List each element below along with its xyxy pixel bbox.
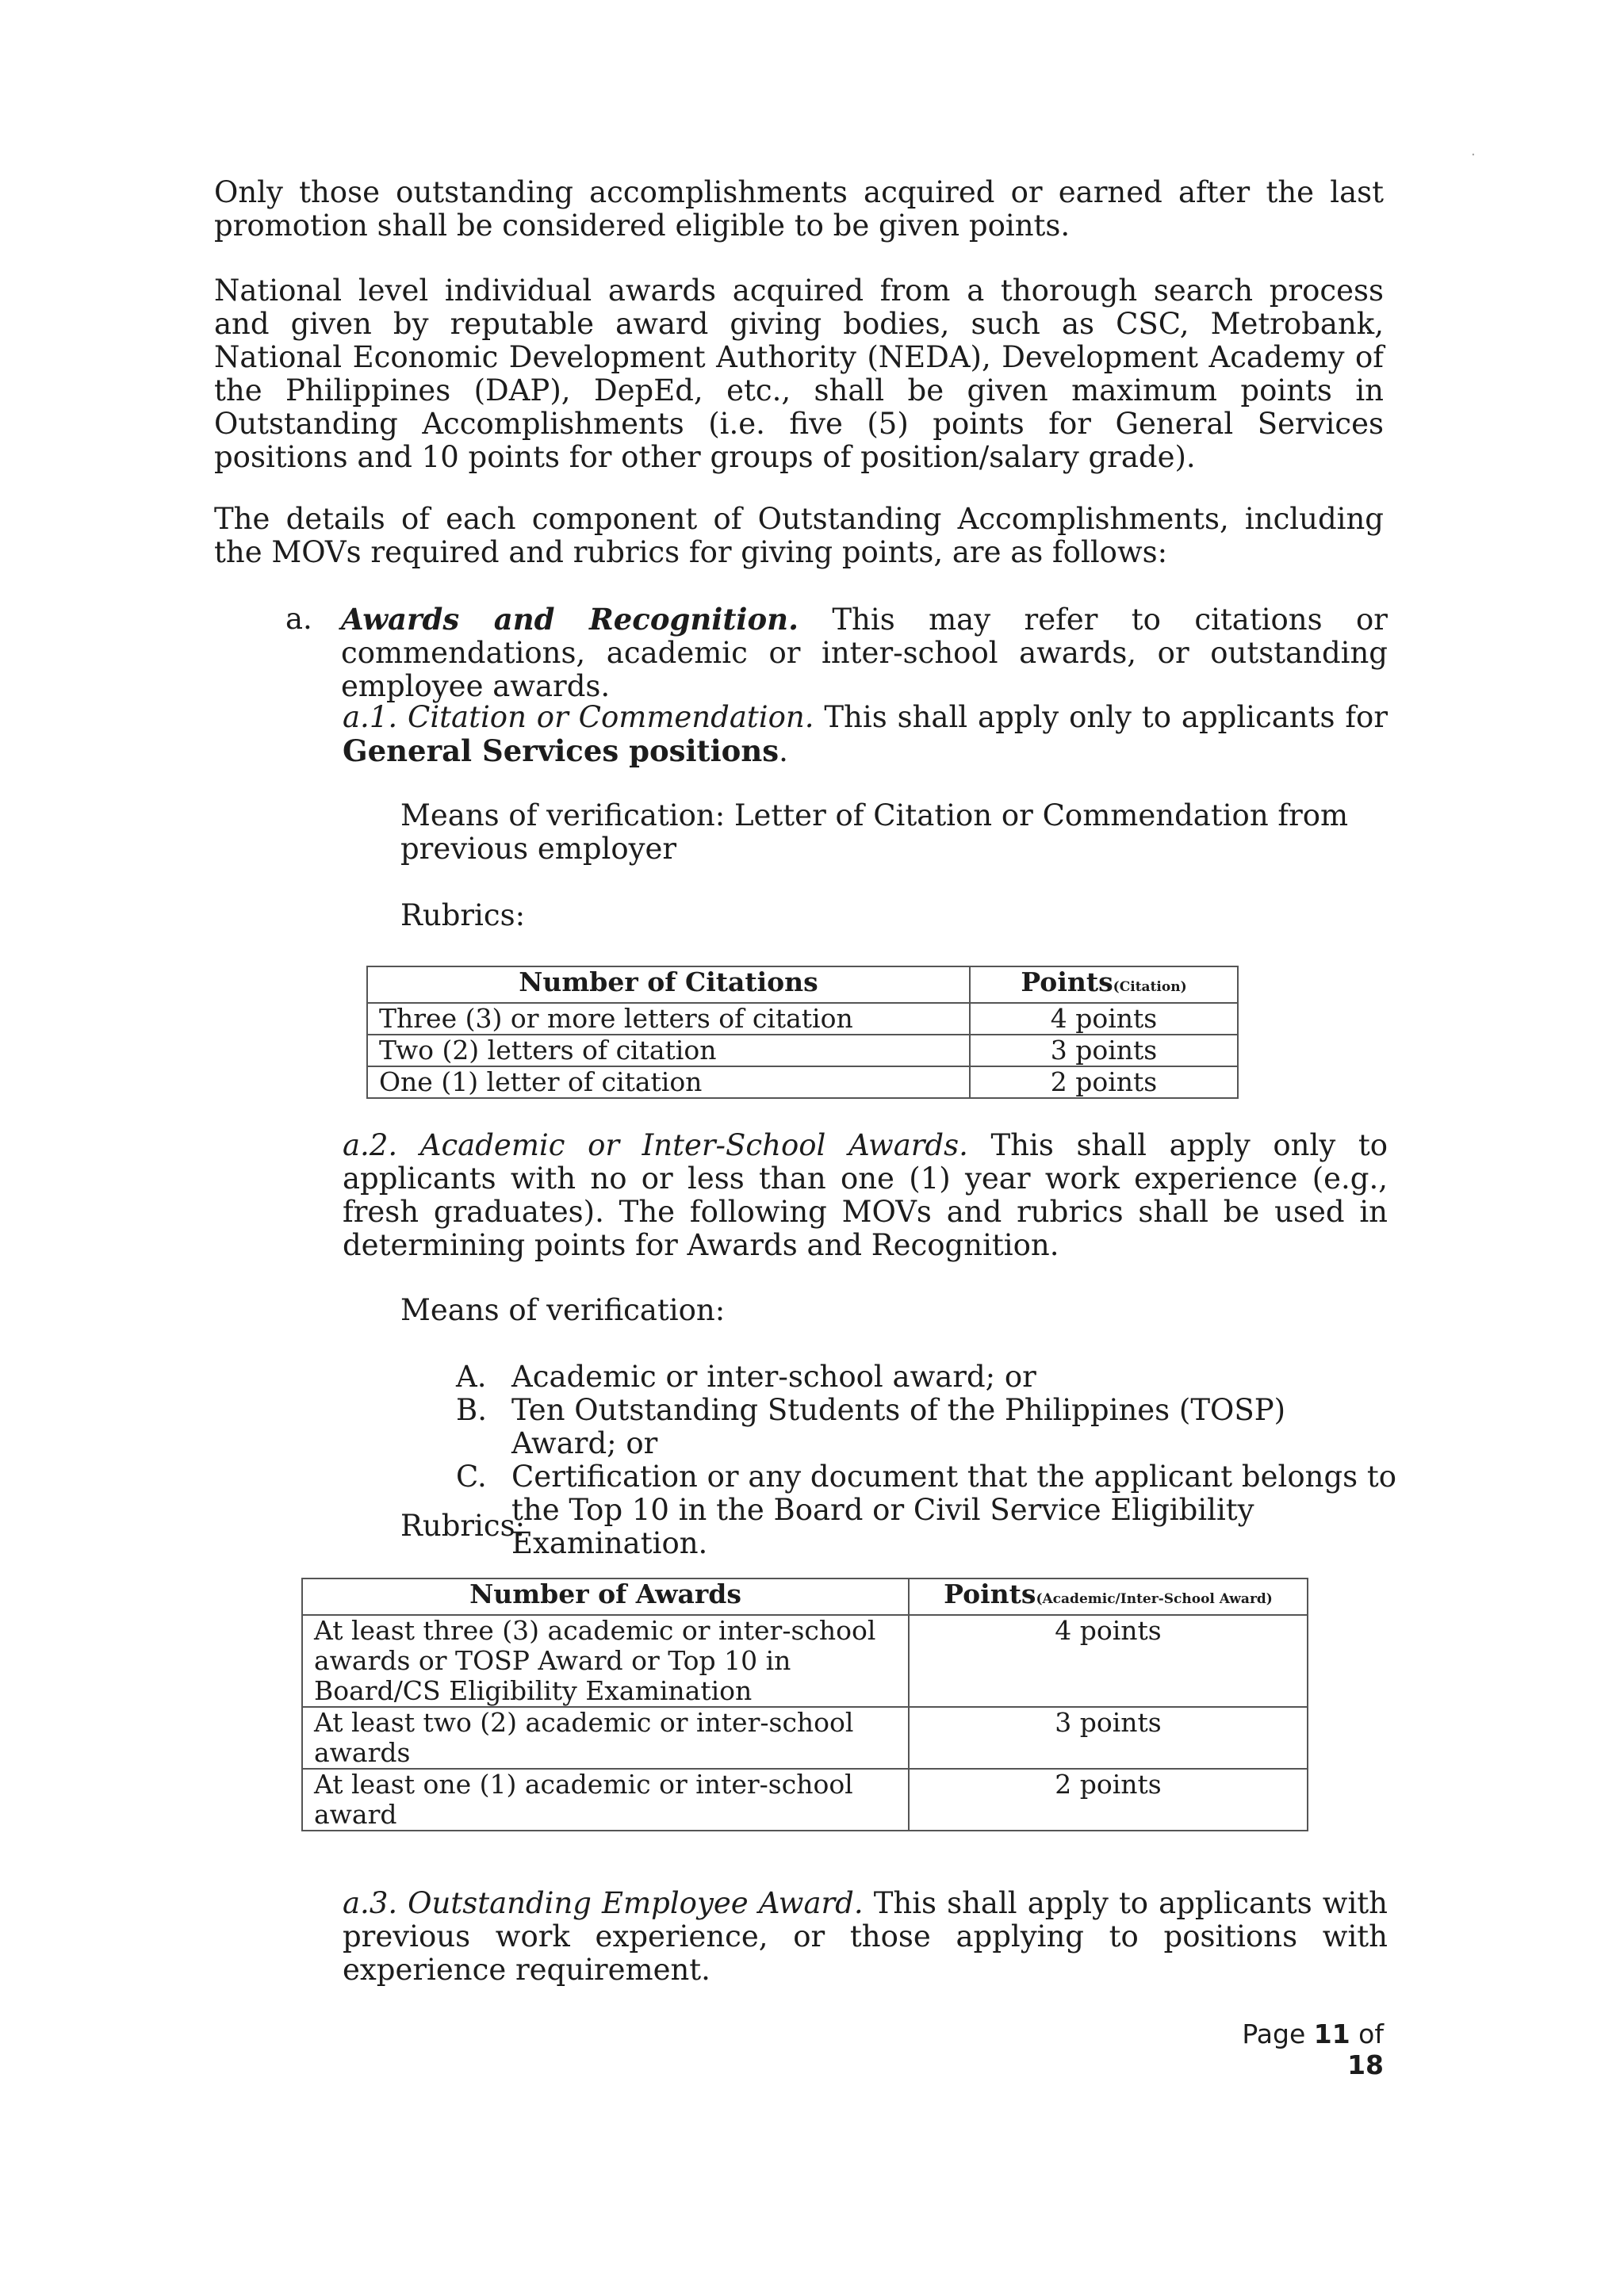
section-a-body	[341, 603, 1388, 703]
a2-mov-list	[456, 1360, 1400, 1560]
a1-bold-text: General Services positions	[343, 733, 779, 768]
corner-mark: .	[1471, 143, 1476, 159]
table-row	[302, 1707, 1308, 1769]
a1-rubrics-label: Rubrics:	[400, 898, 526, 932]
points-header-label: Points	[944, 1578, 1036, 1609]
points-cell: 2 points	[909, 1769, 1308, 1831]
list-item-label: A.	[456, 1360, 487, 1394]
paragraph-eligibility	[214, 176, 1384, 243]
column-header-number-of-awards: Number of Awards	[302, 1578, 909, 1615]
section-a-text: This may refer to citations or commendations, academic or inter-school awards, or outstanding employee awards.	[341, 603, 1388, 703]
table-row	[367, 1035, 1238, 1066]
column-header-number-of-citations: Number of Citations	[367, 966, 970, 1003]
page-prefix: Page	[1242, 2019, 1314, 2049]
citation-count-cell: Two (2) letters of citation	[367, 1035, 970, 1066]
page-current: 11	[1313, 2019, 1350, 2049]
page-of: of	[1350, 2019, 1384, 2049]
list-item	[456, 1394, 1400, 1460]
a2-heading: a.2. Academic or Inter-School Awards.	[343, 1128, 968, 1162]
points-cell: 3 points	[970, 1035, 1238, 1066]
points-cell: 3 points	[909, 1707, 1308, 1769]
subsection-a3	[343, 1887, 1388, 1987]
points-cell: 4 points	[970, 1003, 1238, 1035]
a3-heading: a.3. Outstanding Employee Award.	[343, 1886, 864, 1920]
award-count-cell: At least three (3) academic or inter-school awards or TOSP Award or Top 10 in Board/CS Eligibility Examination	[302, 1615, 909, 1707]
table-header-row	[367, 966, 1238, 1003]
a2-text: This shall apply only to applicants with no or less than one (1) year work experience (e.g., fresh graduates). The following MOVs and rubrics shall be used in determining points for Awards and Recognition.	[343, 1128, 1388, 1262]
a2-rubrics-label: Rubrics:	[400, 1509, 526, 1543]
a1-text: This shall apply only to applicants for	[814, 700, 1388, 734]
subsection-a1	[343, 701, 1388, 768]
table-header-row	[302, 1578, 1308, 1615]
paragraph-details-intro	[214, 503, 1384, 569]
list-item-text: Ten Outstanding Students of the Philippines (TOSP) Award; or	[511, 1393, 1286, 1460]
points-cell: 4 points	[909, 1615, 1308, 1707]
table-row	[367, 1066, 1238, 1098]
subsection-a2	[343, 1129, 1388, 1262]
page-number	[1225, 2019, 1384, 2080]
citation-count-cell: Three (3) or more letters of citation	[367, 1003, 970, 1035]
a1-heading: a.1. Citation or Commendation.	[343, 700, 814, 734]
citations-table	[366, 966, 1239, 1099]
column-header-points	[909, 1578, 1308, 1615]
table-row	[302, 1769, 1308, 1831]
citation-count-cell: One (1) letter of citation	[367, 1066, 970, 1098]
section-a-label: a.	[285, 602, 312, 636]
section-a	[285, 603, 1388, 703]
column-header-points	[970, 966, 1238, 1003]
list-item-label: C.	[456, 1460, 487, 1494]
paragraph-text: The details of each component of Outstanding Accomplishments, including the MOVs required and rubrics for giving points, are as follows:	[214, 502, 1384, 569]
list-item	[456, 1460, 1400, 1560]
a1-end: .	[779, 734, 788, 768]
list-item-label: B.	[456, 1393, 487, 1427]
paragraph-national-awards	[214, 274, 1384, 474]
list-item-text: Certification or any document that the applicant belongs to the Top 10 in the Board or Civil Service Eligibility Examination.	[511, 1460, 1397, 1560]
a3-text: This shall apply to applicants with previous work experience, or those applying to positions with experience requirement.	[343, 1886, 1388, 1987]
award-count-cell: At least one (1) academic or inter-school award	[302, 1769, 909, 1831]
a1-means-of-verification: Means of verification: Letter of Citation or Commendation from previous employer	[400, 798, 1349, 866]
points-cell: 2 points	[970, 1066, 1238, 1098]
table-row	[367, 1003, 1238, 1035]
points-header-sub: (Academic/Inter-School Award)	[1036, 1591, 1273, 1607]
section-a-title: Awards and Recognition.	[341, 602, 799, 637]
points-header-label: Points	[1021, 966, 1113, 997]
awards-table	[301, 1578, 1308, 1831]
a2-means-of-verification-label: Means of verification:	[400, 1293, 726, 1327]
table-row	[302, 1615, 1308, 1707]
paragraph-text: Only those outstanding accomplishments acquired or earned after the last promotion shall be considered eligible to be given points.	[214, 175, 1384, 243]
points-header-sub: (Citation)	[1113, 979, 1187, 995]
paragraph-text: National level individual awards acquired from a thorough search process and given by reputable award giving bodies, such as CSC, Metrobank, National Economic Development Authority (NEDA), Development Academy of the Philippines (DAP), DepEd, etc., shall be given maximum points in Outstanding Accomplishments (i.e. five (5) points for General Services positions and 10 points for other groups of position/salary grade).	[214, 274, 1384, 474]
list-item	[456, 1360, 1400, 1394]
list-item-text: Academic or inter-school award; or	[511, 1360, 1036, 1394]
award-count-cell: At least two (2) academic or inter-school awards	[302, 1707, 909, 1769]
page-total: 18	[1347, 2049, 1384, 2080]
